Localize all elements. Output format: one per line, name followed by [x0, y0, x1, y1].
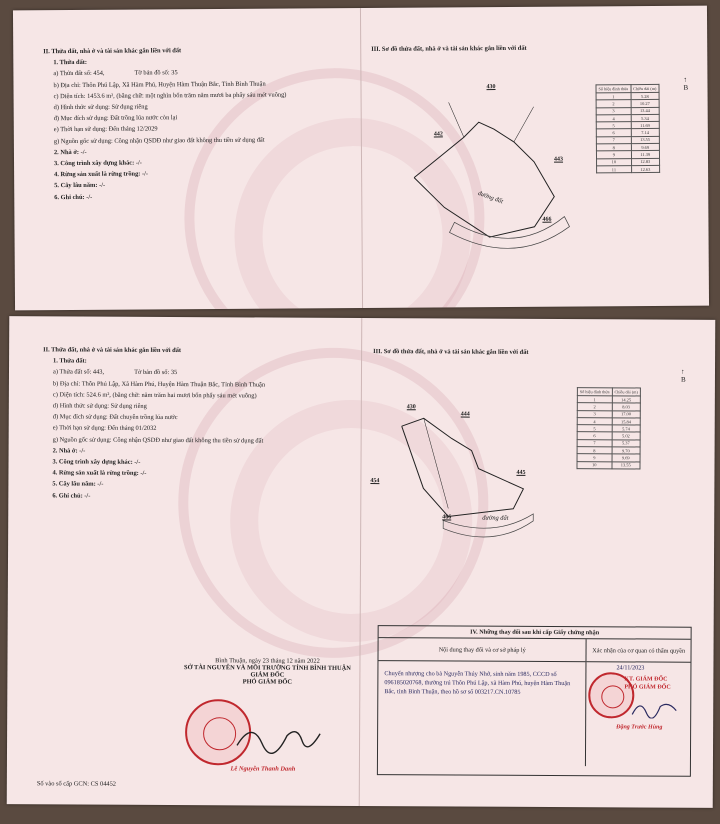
vertex-label: 4 — [577, 418, 612, 425]
length-value: 14.25 — [612, 396, 640, 403]
map-sheet: Tờ bản đồ số: 35 — [134, 69, 178, 77]
length-value: 5.74 — [612, 425, 640, 432]
cert-number: Số vào sổ cấp GCN: CS 04452 — [36, 780, 117, 788]
section-heading: II. Thửa đất, nhà ở và tài sản khác gắn liền với đất — [43, 346, 182, 355]
length-value: 8.03 — [612, 403, 640, 410]
map-sheet: Tờ bản đồ số: 35 — [134, 369, 178, 377]
table-header-length: Chiều dài (m) — [612, 388, 640, 396]
vertex-label: 2 — [577, 403, 612, 410]
north-label: B — [683, 83, 689, 92]
purpose: đ) Mục đích sử dụng: Đất trồng lúa nước còn lại — [53, 114, 178, 123]
parcel-label-466: 466 — [442, 514, 452, 521]
vertex-label: 5 — [596, 122, 631, 130]
length-value: 9.69 — [631, 143, 659, 150]
north-arrow-icon: ↑ B — [680, 367, 686, 384]
parcel-label-430: 430 — [486, 84, 496, 91]
ownership: d) Hình thức sử dụng: Sử dụng riêng — [52, 402, 147, 410]
construction: 3. Công trình xây dựng khác: -/- — [52, 458, 141, 466]
section-heading: II. Thửa đất, nhà ở và tài sản khác gắn liền với đất — [43, 47, 182, 56]
road-label: đường đất — [476, 189, 504, 206]
length-value: 9.70 — [612, 447, 640, 454]
confirm-date: 24/11/2023 — [616, 664, 645, 672]
changes-table — [377, 625, 692, 777]
length-value: 10.27 — [631, 100, 659, 107]
confirm-signature-icon — [630, 696, 680, 718]
changes-col-confirm: Xác nhận của cơ quan có thẩm quyền — [592, 646, 686, 655]
vertex-label: 6 — [577, 432, 612, 439]
vertex-label: 10 — [597, 158, 632, 166]
change-content: Chuyển nhượng cho bà Nguyễn Thúy Nhớ, sinh năm 1985, CCCD số 096185020768, thường trú Thôn Phú Lập, xã Hàm Phú, huyện Hàm Thuận Bắc, tỉnh Bình Thuận, theo hồ sơ số 003217.CN.10785 — [378, 661, 587, 766]
certificate-page-1 — [13, 6, 709, 311]
road-label: đường đất — [482, 514, 509, 522]
parcel-label-445: 445 — [516, 469, 526, 476]
vertex-label: 7 — [596, 136, 631, 144]
confirm-signer: Đặng Trước Hùng — [616, 724, 663, 731]
vertex-label: 1 — [577, 396, 612, 403]
vertex-label: 8 — [596, 144, 631, 152]
land-heading: 1. Thửa đất: — [53, 59, 88, 67]
confirm-role: KT. GIÁM ĐỐC — [624, 676, 668, 683]
land-info-section — [43, 44, 354, 203]
notes: 6. Ghi chú: -/- — [52, 492, 91, 500]
length-value: 13.55 — [612, 461, 640, 468]
length-value: 12.83 — [631, 158, 659, 165]
edge-length-table — [595, 84, 659, 174]
signature-block — [157, 657, 377, 686]
vertex-label: 2 — [596, 100, 631, 108]
forest: 4. Rừng sản xuất là rừng trồng: -/- — [52, 469, 147, 478]
length-value: 5.02 — [612, 432, 640, 439]
parcel-label-430: 430 — [406, 404, 416, 411]
map-section-heading: III. Sơ đồ thửa đất, nhà ở và tài sản khác gắn liền với đất — [371, 44, 527, 53]
vertex-label: 9 — [596, 151, 631, 159]
origin: g) Nguồn gốc sử dụng: Công nhận QSDĐ như giao đất không thu tiền sử dụng đất — [52, 436, 264, 445]
signer-name: Lê Nguyễn Thanh Danh — [230, 765, 296, 773]
house: 2. Nhà ở: -/- — [53, 148, 87, 156]
changes-row — [378, 661, 691, 767]
length-value: 13.55 — [631, 136, 659, 143]
length-value: 11.69 — [631, 122, 659, 129]
changes-header — [378, 638, 690, 663]
length-value: 12.63 — [631, 165, 659, 172]
address: b) Địa chỉ: Thôn Phú Lập, Xã Hàm Phú, Huyện Hàm Thuận Bắc, Tỉnh Bình Thuận — [53, 80, 266, 89]
parcel-number: a) Thửa đất số: 443, — [52, 368, 105, 377]
change-confirmation — [586, 662, 691, 767]
vertex-label: 3 — [596, 107, 631, 115]
area: c) Diện tích: 524.6 m², (bằng chữ: năm trăm hai mươi bốn phẩy sáu mét vuông) — [52, 391, 257, 400]
notes: 6. Ghi chú: -/- — [54, 193, 93, 201]
parcel-label-442: 442 — [433, 131, 443, 138]
address: b) Địa chỉ: Thôn Phú Lập, Xã Hàm Phú, Huyện Hàm Thuận Bắc, Tỉnh Bình Thuận — [52, 379, 266, 389]
vertex-label: 1 — [596, 93, 631, 101]
term: e) Thời hạn sử dụng: Đến tháng 12/2029 — [53, 125, 158, 134]
land-info-section — [42, 344, 353, 502]
signer-subrole: PHÓ GIÁM ĐỐC — [242, 678, 293, 686]
parcel-label-444: 444 — [460, 411, 470, 418]
vertex-label: 5 — [577, 425, 612, 432]
table-header-vertex: Số hiệu đỉnh thửa — [596, 85, 631, 93]
parcel-number: a) Thửa đất số: 454, — [53, 70, 105, 78]
length-value: 5.34 — [631, 114, 659, 121]
map-heading — [373, 346, 529, 358]
table-row — [597, 165, 660, 173]
parcel-sketch — [393, 66, 594, 267]
construction: 3. Công trình xây dựng khác: -/- — [54, 159, 142, 168]
vertex-label: 10 — [577, 461, 612, 468]
table-row — [577, 461, 640, 469]
parcel-label-443: 443 — [553, 156, 564, 163]
signer-role: GIÁM ĐỐC — [250, 671, 285, 679]
term: e) Thời hạn sử dụng: Đến tháng 01/2032 — [52, 424, 157, 433]
vertex-label: 6 — [596, 129, 631, 137]
north-arrow-icon: ↑ B — [683, 75, 689, 92]
perennial: 5. Cây lâu năm: -/- — [54, 182, 106, 190]
perennial: 5. Cây lâu năm: -/- — [52, 480, 104, 489]
table-header-vertex: Số hiệu đỉnh thửa — [577, 388, 612, 396]
changes-title: IV. Những thay đổi sau khi cấp Giấy chứng nhận — [379, 626, 691, 640]
parcel-label-454: 454 — [370, 478, 380, 485]
vertex-label: 7 — [577, 439, 612, 446]
origin: g) Nguồn gốc sử dụng: Công nhận QSDĐ như giao đất không thu tiền sử dụng đất — [53, 136, 265, 145]
length-value: 15.84 — [612, 418, 640, 425]
vertex-label: 9 — [577, 454, 612, 461]
confirm-subrole: PHÓ GIÁM ĐỐC — [624, 684, 671, 691]
issuing-org: SỞ TÀI NGUYÊN VÀ MÔI TRƯỜNG TỈNH BÌNH THUẬN — [184, 664, 351, 672]
length-value: 11.39 — [631, 151, 659, 158]
land-heading: 1. Thửa đất: — [53, 357, 87, 365]
vertex-label: 8 — [577, 447, 612, 454]
table-header-length: Chiều dài (m) — [631, 84, 659, 92]
vertex-label: 3 — [577, 410, 612, 417]
certificate-page-2 — [7, 316, 716, 808]
length-value: 13.44 — [631, 107, 659, 114]
ownership: d) Hình thức sử dụng: Sử dụng riêng — [53, 103, 148, 112]
map-section-heading: III. Sơ đồ thửa đất, nhà ở và tài sản khác gắn liền với đất — [373, 348, 529, 356]
signature-icon — [232, 715, 322, 755]
place-date: Bình Thuận, ngày 23 tháng 12 năm 2022 — [215, 657, 320, 665]
vertex-label: 4 — [596, 115, 631, 123]
area: c) Diện tích: 1453.6 m², (bằng chữ: một nghìn bốn trăm năm mươi ba phẩy sáu mét vuông) — [53, 91, 287, 100]
parcel-label-466: 466 — [542, 216, 552, 223]
length-value: 9.69 — [612, 454, 640, 461]
parcel-sketch — [393, 408, 554, 539]
purpose: đ) Mục đích sử dụng: Đất chuyên trồng lúa nước — [52, 413, 178, 422]
changes-col-content: Nội dung thay đổi và cơ sở pháp lý — [378, 638, 586, 661]
length-value: 5.37 — [612, 440, 640, 447]
house: 2. Nhà ở: -/- — [52, 447, 86, 455]
forest: 4. Rừng sản xuất là rừng trồng: -/- — [54, 170, 149, 179]
length-value: 5.28 — [631, 92, 659, 99]
length-value: 17.00 — [612, 410, 640, 417]
vertex-label: 11 — [597, 166, 632, 174]
length-value: 7.14 — [631, 129, 659, 136]
north-label: B — [680, 375, 686, 384]
map-heading — [371, 43, 527, 55]
edge-length-table — [576, 387, 640, 469]
